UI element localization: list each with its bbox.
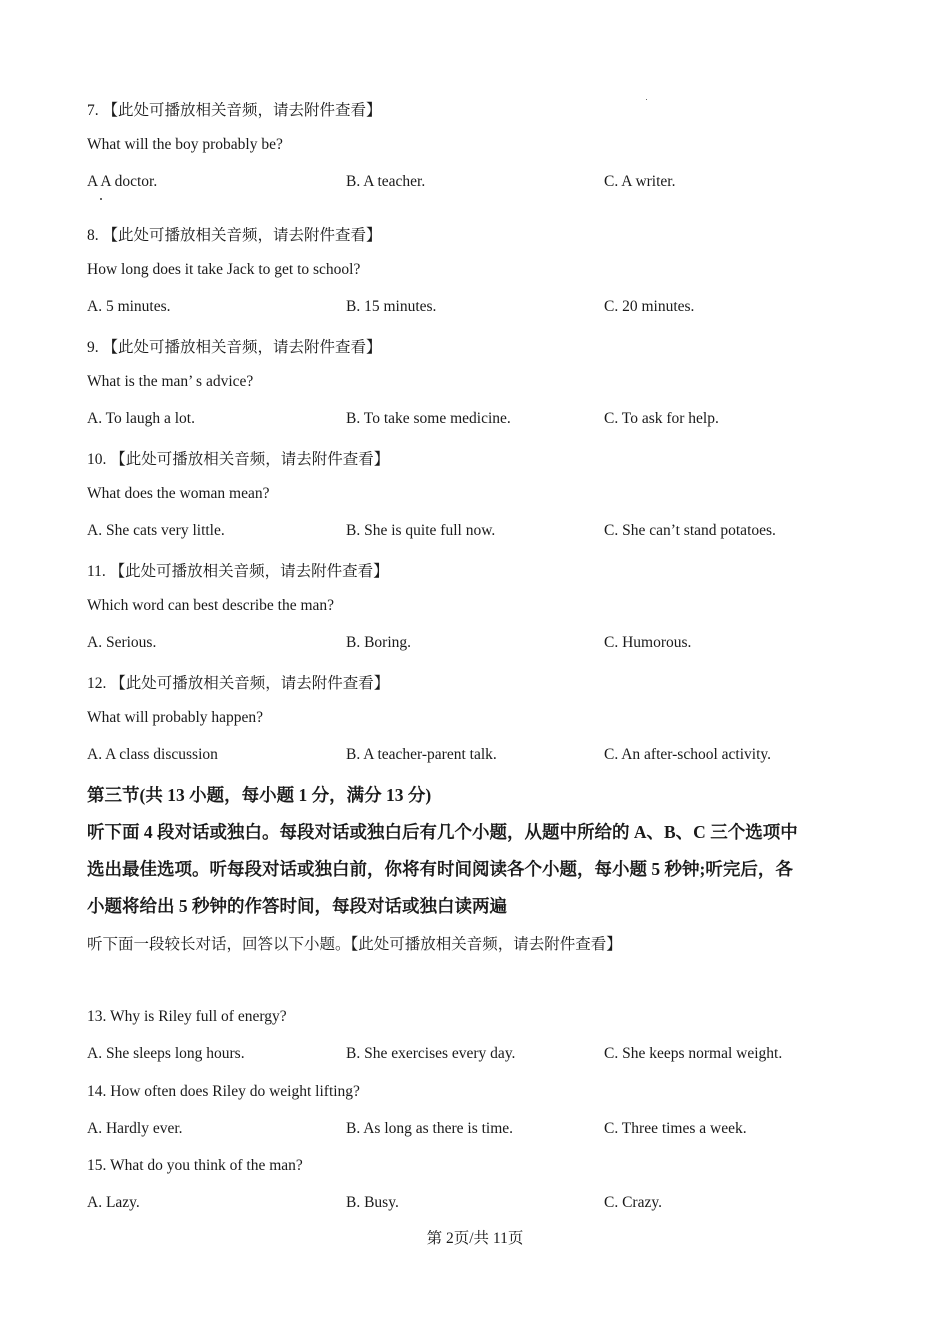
question-12-option-a: A. A class discussion [87,746,218,763]
question-12-heading: 12. 【此处可播放相关音频，请去附件查看】 [87,675,390,692]
section-3-audio-note: 听下面一段较长对话，回答以下小题。【此处可播放相关音频，请去附件查看】 [87,936,622,953]
question-10-stem: What does the woman mean? [87,485,270,502]
question-8-option-c: C. 20 minutes. [604,298,695,315]
question-10-option-b: B. She is quite full now. [346,522,496,539]
question-11-heading: 11. 【此处可播放相关音频，请去附件查看】 [87,563,389,580]
question-10-heading: 10. 【此处可播放相关音频，请去附件查看】 [87,451,390,468]
question-13-option-c: C. She keeps normal weight. [604,1045,783,1062]
question-11-option-a: A. Serious. [87,634,157,651]
question-12-option-c: C. An after-school activity. [604,746,771,763]
question-14-option-c: C. Three times a week. [604,1120,747,1137]
question-9-stem: What is the man’ s advice? [87,373,254,390]
question-15-option-b: B. Busy. [346,1194,399,1211]
question-14-stem: 14. How often does Riley do weight lifting? [87,1083,360,1100]
question-7-heading: 7. 【此处可播放相关音频，请去附件查看】 [87,102,382,119]
question-15-option-a: A. Lazy. [87,1194,140,1211]
question-8-heading: 8. 【此处可播放相关音频，请去附件查看】 [87,227,382,244]
question-15-option-c: C. Crazy. [604,1194,662,1211]
question-9-heading: 9. 【此处可播放相关音频，请去附件查看】 [87,339,382,356]
section-3-instructions-line-2: 选出最佳选项。听每段对话或独白前，你将有时间阅读各个小题，每小题 5 秒钟;听完后，各 [87,859,793,879]
question-12-option-b: B. A teacher-parent talk. [346,746,497,763]
stray-dot-mark [646,99,647,100]
stray-dot-mark [100,198,102,200]
question-12-stem: What will probably happen? [87,709,264,726]
question-13-option-a: A. She sleeps long hours. [87,1045,245,1062]
question-9-option-a: A. To laugh a lot. [87,410,195,427]
question-8-stem: How long does it take Jack to get to school? [87,261,361,278]
question-11-stem: Which word can best describe the man? [87,597,335,614]
question-11-option-b: B. Boring. [346,634,412,651]
question-8-option-a: A. 5 minutes. [87,298,171,315]
question-11-option-c: C. Humorous. [604,634,692,651]
question-7-option-b: B. A teacher. [346,173,426,190]
question-15-stem: 15. What do you think of the man? [87,1157,303,1174]
question-10-option-a: A. She cats very little. [87,522,225,539]
question-14-option-b: B. As long as there is time. [346,1120,514,1137]
question-13-option-b: B. She exercises every day. [346,1045,516,1062]
question-8-option-b: B. 15 minutes. [346,298,437,315]
section-3-title: 第三节(共 13 小题，每小题 1 分，满分 13 分) [87,785,432,805]
question-9-option-b: B. To take some medicine. [346,410,511,427]
question-13-stem: 13. Why is Riley full of energy? [87,1008,287,1025]
section-3-instructions-line-1: 听下面 4 段对话或独白。每段对话或独白后有几个小题，从题中所给的 A、B、C 三个选项中 [87,822,798,842]
question-7-option-a: A A doctor. [87,173,158,190]
question-10-option-c: C. She can’t stand potatoes. [604,522,776,539]
question-7-stem: What will the boy probably be? [87,136,283,153]
question-7-option-c: C. A writer. [604,173,676,190]
question-14-option-a: A. Hardly ever. [87,1120,183,1137]
section-3-instructions-line-3: 小题将给出 5 秒钟的作答时间，每段对话或独白读两遍 [87,896,507,916]
page-footer: 第 2页/共 11页 [426,1230,524,1247]
question-9-option-c: C. To ask for help. [604,410,719,427]
